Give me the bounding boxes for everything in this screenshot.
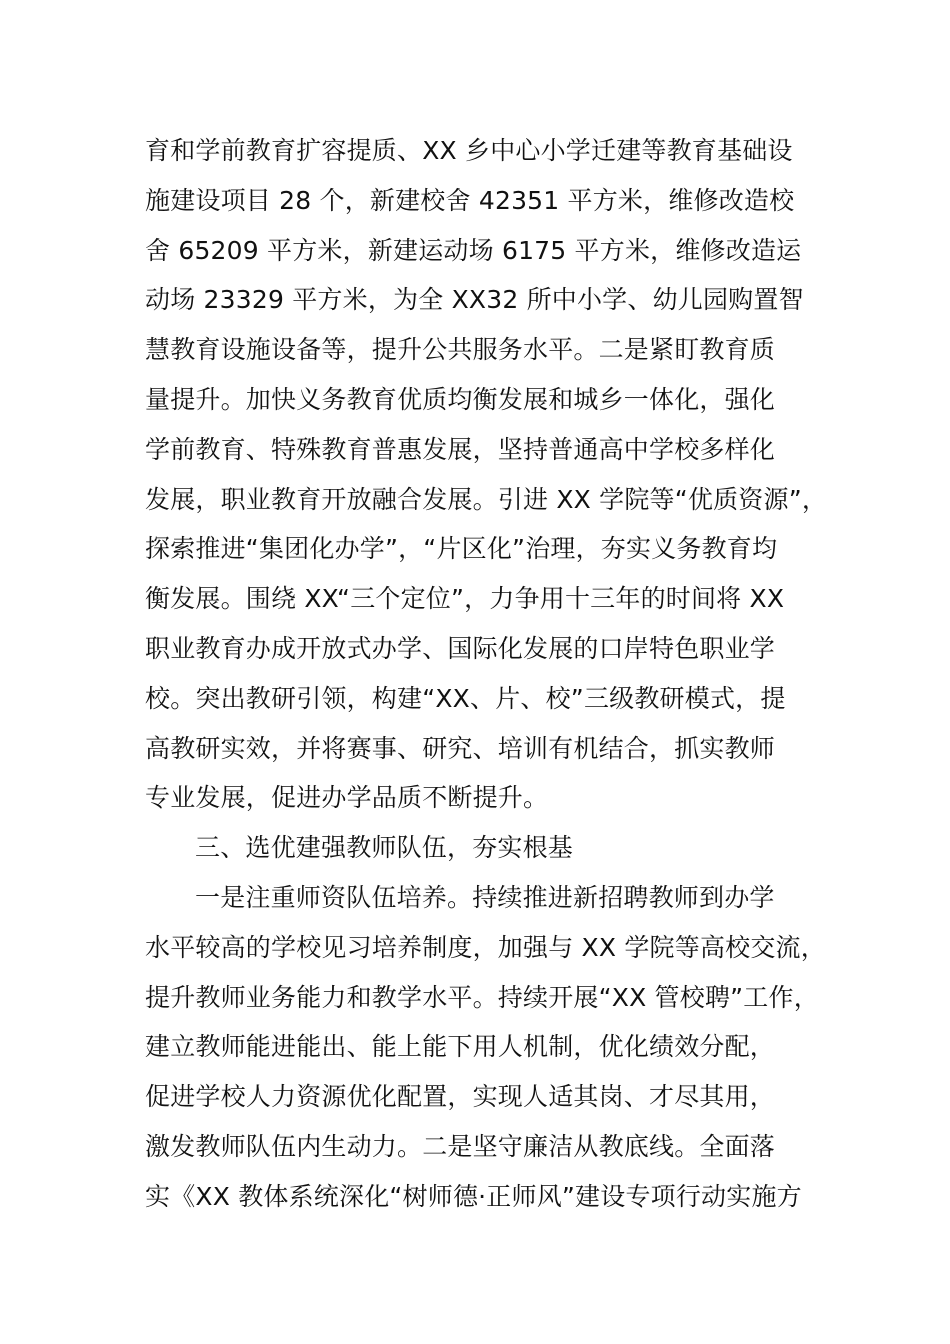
body-text: [145, 126, 835, 1222]
text-line: 一是注重师资队伍培养。持续推进新招聘教师到办学: [195, 882, 775, 912]
text-line: 促进学校人力资源优化配置，实现人适其岗、才尽其用，: [145, 1082, 776, 1112]
text-line: 高教研实效，并将赛事、研究、培训有机结合，抓实教师: [145, 733, 776, 763]
text-line: 量提升。加快义务教育优质均衡发展和城乡一体化，强化: [145, 384, 776, 414]
text-line: 探索推进“集团化办学”，“片区化”治理，夯实义务教育均: [145, 534, 778, 564]
text-line: 职业教育办成开放式办学、国际化发展的口岸特色职业学: [145, 633, 776, 663]
text-line: 慧教育设施设备等，提升公共服务水平。二是紧盯教育质: [145, 335, 776, 365]
text-line: 发展，职业教育开放融合发展。引进 XX 学院等“优质资源”，: [145, 484, 828, 514]
text-line: 动场 23329 平方米，为全 XX32 所中小学、幼儿园购置智: [145, 285, 804, 315]
text-line: 衡发展。围绕 XX“三个定位”，力争用十三年的时间将 XX: [145, 584, 785, 614]
text-line: 专业发展，促进办学品质不断提升。: [145, 783, 549, 813]
section-heading: 三、选优建强教师队伍，夯实根基: [195, 833, 574, 863]
text-line: 学前教育、特殊教育普惠发展，坚持普通高中学校多样化: [145, 434, 776, 464]
text-line: 施建设项目 28 个，新建校舍 42351 平方米，维修改造校: [145, 185, 795, 215]
text-line: 实《XX 教体系统深化“树师德·正师风”建设专项行动实施方: [145, 1181, 802, 1211]
text-line: 激发教师队伍内生动力。二是坚守廉洁从教底线。全面落: [145, 1131, 776, 1161]
text-line: 水平较高的学校见习培养制度，加强与 XX 学院等高校交流，: [145, 932, 826, 962]
text-line: 舍 65209 平方米，新建运动场 6175 平方米，维修改造运: [145, 235, 802, 265]
text-line: 育和学前教育扩容提质、XX 乡中心小学迁建等教育基础设: [145, 136, 793, 165]
text-line: 提升教师业务能力和教学水平。持续开展“XX 管校聘”工作，: [145, 982, 819, 1012]
text-line: 校。突出教研引领，构建“XX、片、校”三级教研模式，提: [145, 683, 786, 713]
text-line: 建立教师能进能出、能上能下用人机制，优化绩效分配，: [145, 1032, 776, 1062]
